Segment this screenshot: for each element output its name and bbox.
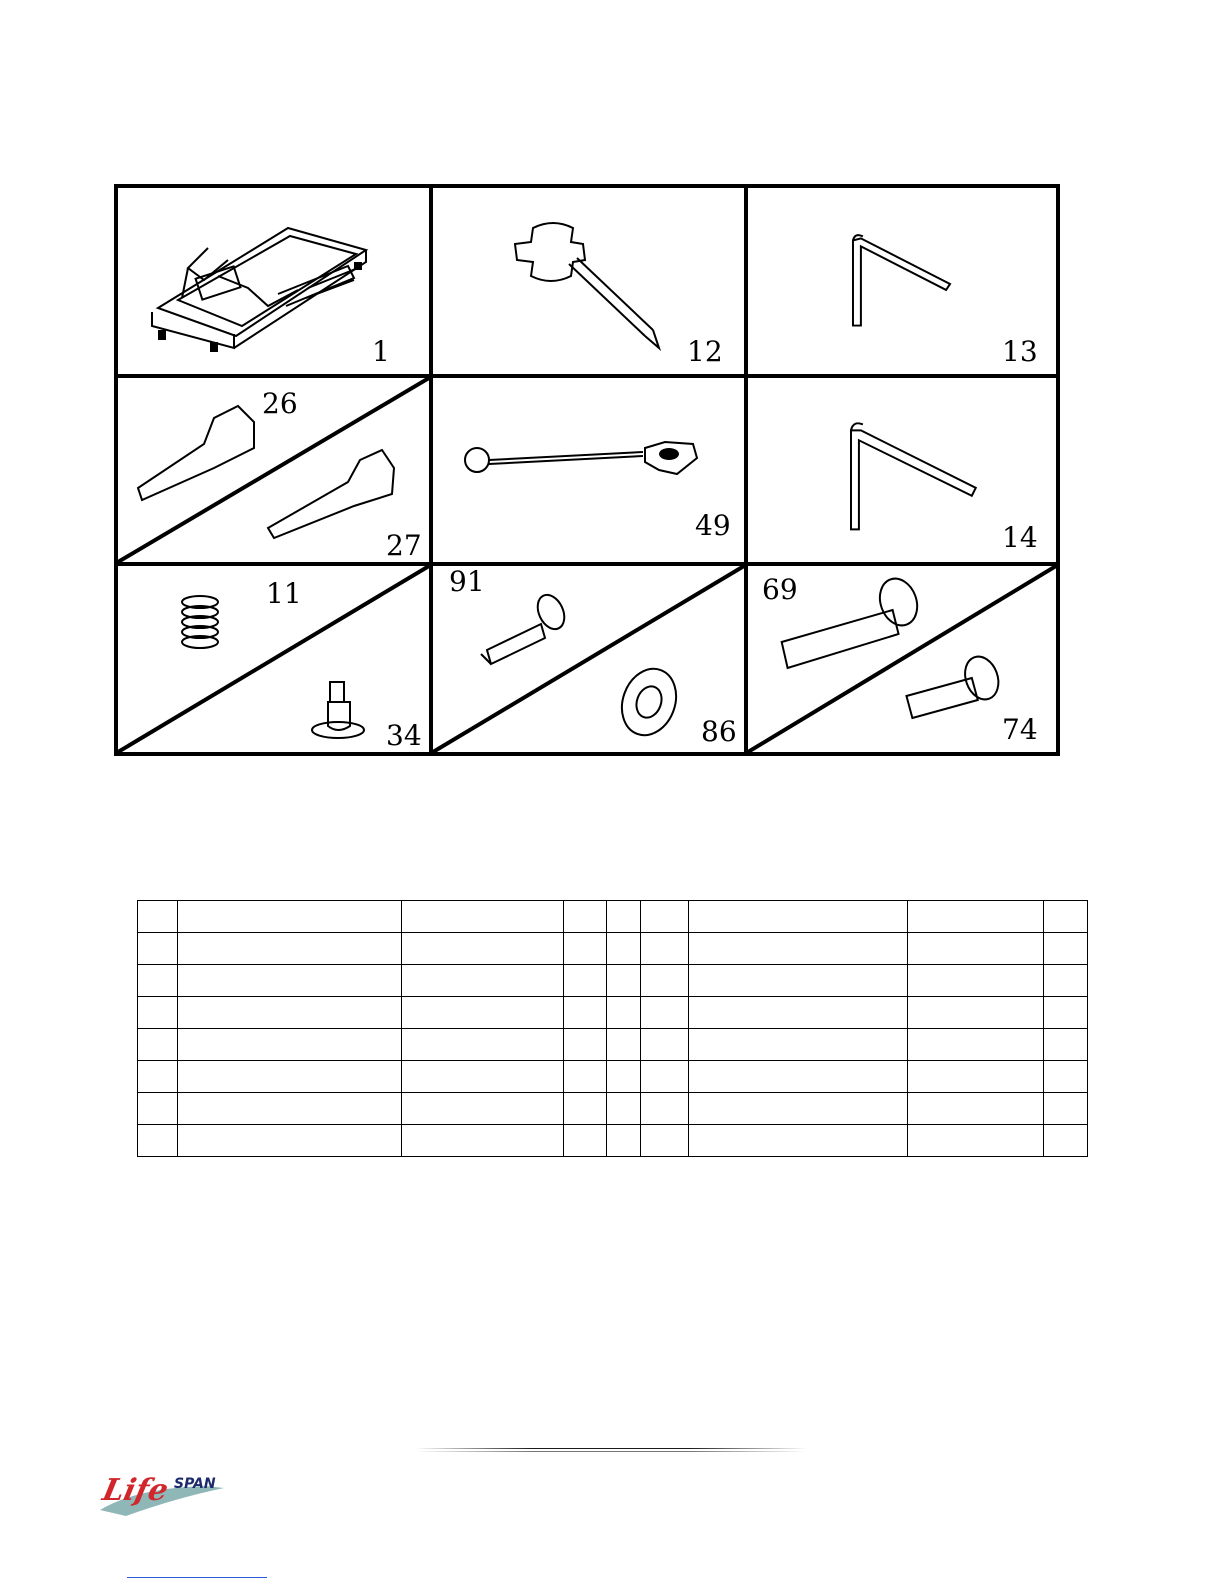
table-cell: [908, 965, 1044, 997]
table-cell: [564, 965, 607, 997]
part-number-label: 12: [687, 335, 723, 368]
table-row: [138, 965, 1088, 997]
table-cell: [564, 997, 607, 1029]
table-cell: [689, 997, 908, 1029]
svg-text:Life: Life: [99, 1473, 172, 1508]
table-cell: [607, 933, 641, 965]
table-cell: [402, 901, 564, 933]
part-cell-safety-key: [433, 378, 748, 566]
table-cell: [641, 1061, 689, 1093]
table-cell: [689, 1061, 908, 1093]
table-cell: [641, 965, 689, 997]
part-cell-screw-washer: [433, 566, 748, 752]
table-row: [138, 997, 1088, 1029]
table-cell: [138, 1061, 178, 1093]
table-cell: [908, 1029, 1044, 1061]
table-cell: [1044, 1093, 1088, 1125]
table-cell: [1044, 1061, 1088, 1093]
table-cell: [178, 933, 402, 965]
table-cell: [402, 933, 564, 965]
table-cell: [178, 1029, 402, 1061]
table-row: [138, 1093, 1088, 1125]
table-row: [138, 1061, 1088, 1093]
table-cell: [138, 901, 178, 933]
part-number-label: 26: [262, 387, 298, 420]
table-cell: [908, 1125, 1044, 1157]
table-cell: [908, 997, 1044, 1029]
table-cell: [607, 997, 641, 1029]
table-cell: [689, 901, 908, 933]
table-cell: [564, 1061, 607, 1093]
table-cell: [178, 1125, 402, 1157]
table-cell: [138, 965, 178, 997]
part-cell-treadmill: [118, 188, 433, 378]
table-cell: [689, 1093, 908, 1125]
table-cell: [689, 965, 908, 997]
table-cell: [564, 1029, 607, 1061]
table-cell: [607, 1125, 641, 1157]
table-cell: [564, 901, 607, 933]
part-cell-brackets: [118, 378, 433, 566]
table-cell: [689, 1029, 908, 1061]
part-cell-wrench: [433, 188, 748, 378]
table-cell: [402, 1061, 564, 1093]
table-cell: [1044, 1125, 1088, 1157]
footer-divider: [415, 1447, 807, 1453]
part-cell-spring-foot: [118, 566, 433, 752]
footer-link-underline: [127, 1577, 267, 1578]
table-cell: [564, 1093, 607, 1125]
table-cell: [641, 1029, 689, 1061]
table-cell: [607, 901, 641, 933]
table-cell: [689, 1125, 908, 1157]
table-cell: [1044, 933, 1088, 965]
table-cell: [908, 1093, 1044, 1125]
table-cell: [564, 933, 607, 965]
parts-list-table: [137, 900, 1088, 1157]
table-cell: [138, 1125, 178, 1157]
part-number-label: 49: [695, 509, 731, 542]
lifespan-logo: [96, 1458, 236, 1520]
table-cell: [607, 1061, 641, 1093]
table-cell: [1044, 1029, 1088, 1061]
part-number-label: 1: [372, 335, 390, 368]
table-cell: [607, 965, 641, 997]
part-cell-allen-key-small: [748, 188, 1056, 378]
part-number-label: 11: [266, 577, 302, 610]
table-cell: [607, 1029, 641, 1061]
table-cell: [689, 933, 908, 965]
table-cell: [402, 1125, 564, 1157]
part-cell-bolts: [748, 566, 1056, 752]
table-cell: [402, 997, 564, 1029]
table-cell: [641, 1125, 689, 1157]
part-number-label: 34: [386, 719, 422, 752]
table-cell: [138, 933, 178, 965]
table-row: [138, 933, 1088, 965]
part-number-label: 91: [449, 566, 485, 598]
parts-illustration-grid: [114, 184, 1060, 756]
table-cell: [178, 965, 402, 997]
part-number-label: 27: [386, 529, 422, 562]
table-cell: [1044, 901, 1088, 933]
table-row: [138, 1125, 1088, 1157]
table-cell: [402, 1029, 564, 1061]
table-cell: [178, 997, 402, 1029]
svg-text:SPAN: SPAN: [174, 1476, 216, 1492]
table-cell: [402, 965, 564, 997]
table-cell: [178, 1093, 402, 1125]
table-cell: [138, 1093, 178, 1125]
part-number-label: 69: [762, 573, 798, 606]
table-cell: [641, 1093, 689, 1125]
table-cell: [138, 1029, 178, 1061]
part-cell-allen-key-large: [748, 378, 1056, 566]
table-cell: [178, 901, 402, 933]
table-cell: [908, 901, 1044, 933]
table-cell: [641, 901, 689, 933]
table-cell: [402, 1093, 564, 1125]
table-row: [138, 1029, 1088, 1061]
table-row: [138, 901, 1088, 933]
table-cell: [908, 1061, 1044, 1093]
table-cell: [607, 1093, 641, 1125]
table-cell: [908, 933, 1044, 965]
table-cell: [1044, 965, 1088, 997]
table-cell: [641, 997, 689, 1029]
part-number-label: 74: [1002, 713, 1038, 746]
part-number-label: 86: [701, 715, 737, 748]
part-number-label: 14: [1002, 521, 1038, 554]
table-cell: [641, 933, 689, 965]
table-cell: [564, 1125, 607, 1157]
table-cell: [1044, 997, 1088, 1029]
part-number-label: 13: [1002, 335, 1038, 368]
table-cell: [178, 1061, 402, 1093]
table-cell: [138, 997, 178, 1029]
